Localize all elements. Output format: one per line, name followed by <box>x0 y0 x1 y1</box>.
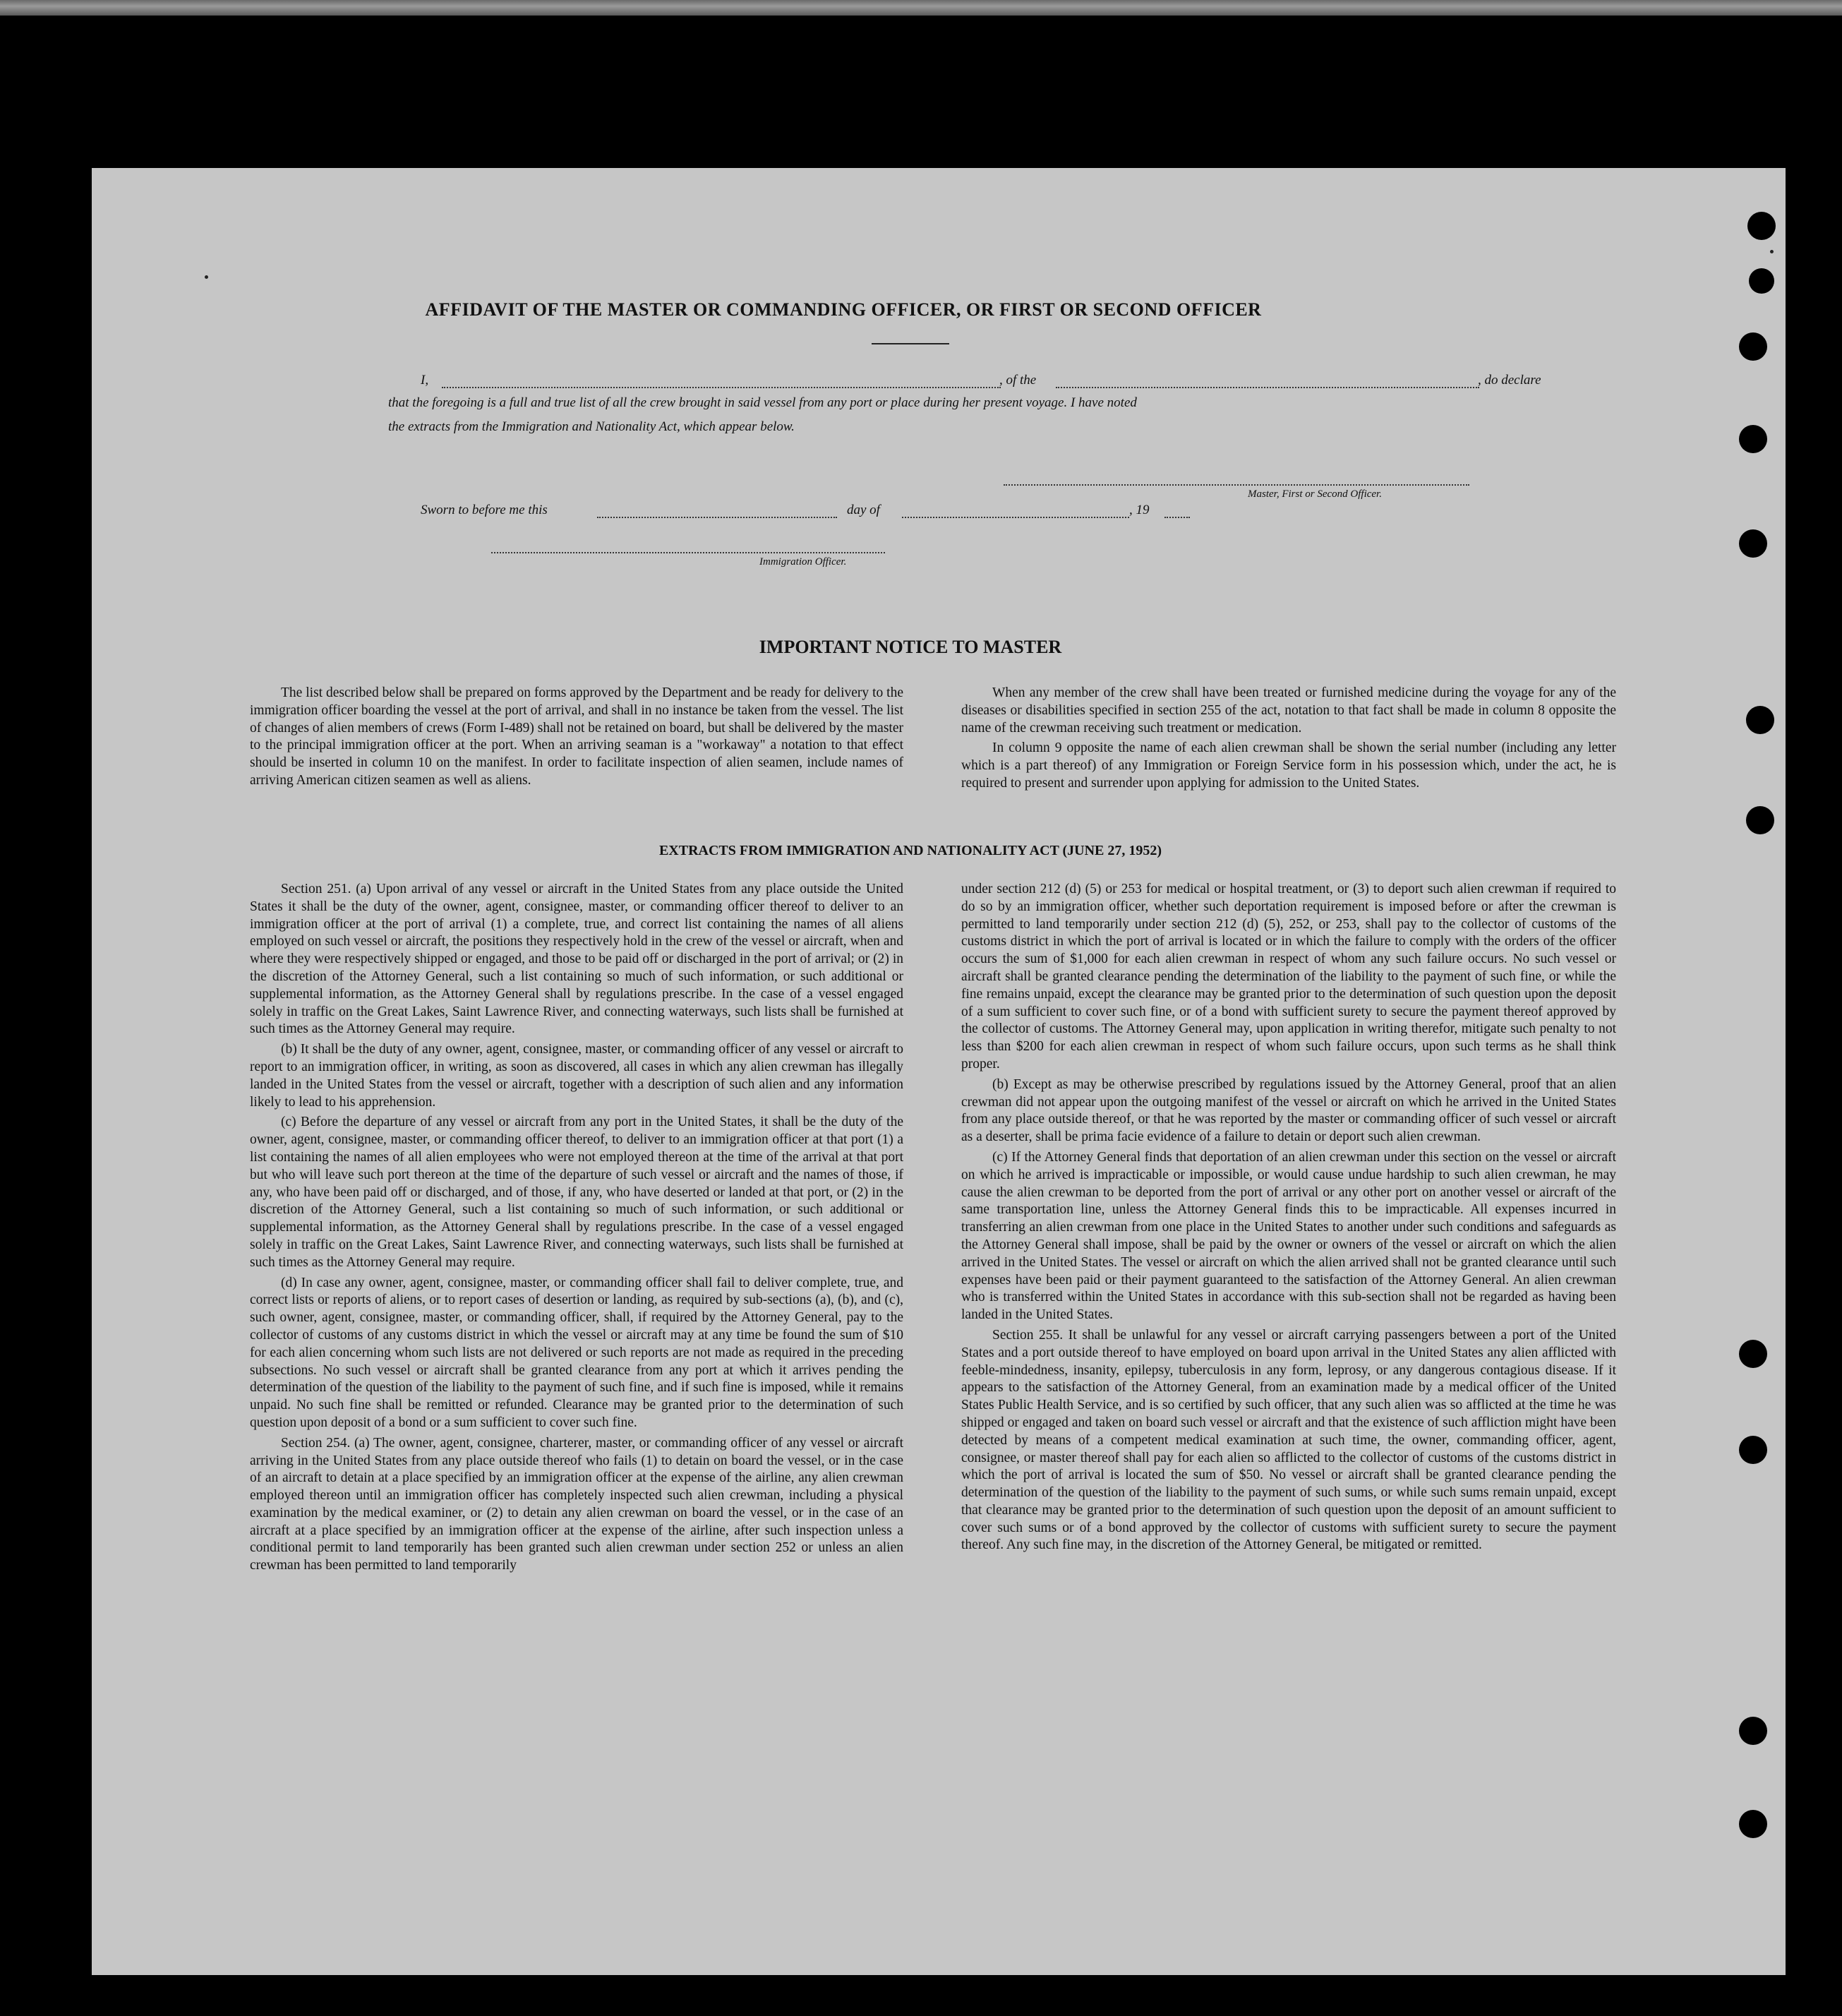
declarant-name-field[interactable] <box>442 387 1001 388</box>
affidavit-statement-line: the extracts from the Immigration and Nationality Act, which appear below. <box>388 419 795 434</box>
officer-signature-field[interactable] <box>491 552 885 553</box>
form-page <box>92 168 1786 1975</box>
scan-speck <box>1770 250 1774 253</box>
punch-hole <box>1739 425 1767 453</box>
scanner-right-edge <box>1829 16 1842 2016</box>
act-section-paragraph: (c) Before the departure of any vessel or aircraft from any port in the United States, it shall be the duty of the owner, agent, consignee, master, or commanding officer thereof, to deliver to an immigration officer at that port (1) a list containing the names of all alien employees who were not employed thereon at the time of the arrival at that port but who will leave such port thereon at the time of the departure of such vessel or aircraft and the names of those, if any, who have been paid off or discharged, and of those, if any, who have deserted or landed at that port, or (2) in the discretion of the Attorney General, such a list containing so much of such information, or such additional or supplemental information, as the Attorney General shall by regulations prescribe. In the case of a vessel engaged solely in traffic on the Great Lakes, Saint Lawrence River, and connecting waterways, such lists shall be furnished at such times as the Attorney General may require. <box>250 1115 903 1270</box>
act-section-paragraph: Section 255. It shall be unlawful for any vessel or aircraft carrying passengers between a port of the United States and a port outside thereof to have employed on board upon arrival in the United States any alien afflicted with feeble-mindedness, insanity, epilepsy, tuberculosis in any form, leprosy, or any dangerous contagious disease. If it appears to the satisfaction of the Attorney General, from an examination made by a medical officer of the United States Public Health Service, and is so certified by such officer, that any such alien was so afflicted at the time he was shipped or engaged and taken on board such vessel or aircraft and that the existence of such affliction might have been detected by means of a competent medical examination at such time, the owner, commanding officer, agent, consignee, or master thereof shall pay for each alien so afflicted to the collector of customs of the customs district in which the port of arrival is located the sum of $50. No vessel or aircraft shall be granted clearance pending the determination of the question of the liability to the payment of such sums, or while such sums remain unpaid, except that clearance may be granted prior to the determination of such question upon the deposit of an amount sufficient to cover such sums or of a bond approved by the collector of customs with sufficient surety to secure the payment thereof. Any such fine may, in the discretion of the Attorney General, be mitigated or remitted. <box>961 1327 1616 1553</box>
sworn-month-field[interactable] <box>902 517 1129 518</box>
master-signature-field[interactable] <box>1004 484 1469 486</box>
punch-hole <box>1739 1717 1767 1745</box>
notice-title: IMPORTANT NOTICE TO MASTER <box>759 637 1062 657</box>
extracts-title: EXTRACTS FROM IMMIGRATION AND NATIONALITY ACT (JUNE 27, 1952) <box>658 843 1162 858</box>
notice-left-column <box>250 685 903 790</box>
affidavit-statement-line: that the foregoing is a full and true list of all the crew brought in said vessel from any port or place during her present voyage. I have noted <box>388 395 1137 410</box>
sworn-day-field[interactable] <box>597 517 837 518</box>
act-section-paragraph: Section 251. (a) Upon arrival of any vessel or aircraft in the United States from any place outside the United States it shall be the duty of the owner, agent, consignee, master, or commanding officer thereof to deliver to an immigration officer at the port of arrival (1) a complete, true, and correct list containing the names of all aliens employed on such vessel or aircraft, the positions they respectively hold in the crew of the vessel or aircraft, when and where they were respectively shipped or engaged, and those to be paid off or discharged in the port of arrival; or (2) in the discretion of the Attorney General, such a list containing so much of such information, or such additional or supplemental information, as the Attorney General shall by regulations prescribe. In the case of a vessel engaged solely in traffic on the Great Lakes, Saint Lawrence River, and connecting waterways, such lists shall be furnished at such times as the Attorney General may require. <box>250 882 903 1037</box>
year-label: , 19 <box>1129 503 1150 517</box>
notice-paragraph: The list described below shall be prepared on forms approved by the Department and be ready for delivery to the immigration officer boarding the vessel at the port of arrival, and shall in no instance be taken from the vessel. The list of changes of alien members of crews (Form I-489) shall not be retained on board, but shall be delivered by the master to the principal immigration officer at the port. When an arriving seaman is a "workaway" a notation to that effect should be inserted in column 10 on the manifest. In order to facilitate inspection of alien seamen, include names of arriving American citizen seamen as well as aliens. <box>250 685 903 788</box>
punch-hole <box>1739 1340 1767 1368</box>
act-section-paragraph: under section 212 (d) (5) or 253 for medical or hospital treatment, or (3) to deport such alien crewman if required to do so by an immigration officer, whether such deportation requirement is imposed before or after the crewman is permitted to land temporarily under section 212 (d) (5), 252, or 253, shall pay to the collector of customs of the customs district in which the port of arrival is located or in which the failure to comply with the orders of the officer occurs the sum of $1,000 for each alien crewman in respect of whom any such failure occurs. No such vessel or aircraft shall be granted clearance pending the determination of the liability to the payment of such fine, or while the fine remains unpaid, except the clearance may be granted prior to the determination of such question upon the deposit of a sum sufficient to cover such fine, or of a bond with sufficient surety to secure the payment thereof approved by the collector of customs. The Attorney General may, upon application in writing therefor, mitigate such penalty to not less than $200 for each alien crewman in respect of whom such failure occurs, upon such terms as he shall think proper. <box>961 882 1616 1072</box>
act-section-paragraph: (b) Except as may be otherwise prescribed by regulations issued by the Attorney General, proof that an alien crewman did not appear upon the outgoing manifest of the vessel or aircraft on which he arrived in the United States from any place outside thereof, or that he was reported by the master or commanding officer of such vessel or aircraft as a deserter, shall be prima facie evidence of a failure to detain or deport such alien crewman. <box>961 1076 1616 1145</box>
declare-label: , do declare <box>1478 373 1541 388</box>
officer-signature-caption: Immigration Officer. <box>759 556 847 568</box>
act-section-paragraph: (b) It shall be the duty of any owner, agent, consignee, master, or commanding officer of any vessel or aircraft to report to an immigration officer, in writing, as soon as discovered, all cases in which any alien crewman has illegally landed in the United States from the vessel or aircraft, together with a description of such alien and any information likely to lead to his apprehension. <box>250 1042 903 1110</box>
sworn-label: Sworn to before me this <box>421 503 548 517</box>
punch-hole <box>1749 268 1774 294</box>
act-section-paragraph: (c) If the Attorney General finds that deportation of an alien crewman under this section on the vessel or aircraft on which he arrived is impracticable or impossible, or would cause undue hardship to such alien crewman, he may cause the alien crewman to be deported from the port of arrival or any other port on another vessel or aircraft of the same transportation line, unless the Attorney General finds this to be impracticable. All expenses incurred in transferring an alien crewman from one place in the United States to another under such conditions and safeguards as the Attorney General shall impose, shall be paid by the owner or owners of the vessel or aircraft on which the alien arrived in the United States. The vessel or aircraft on which the alien arrived shall not be granted clearance until such expenses have been paid or their payment guaranteed to the satisfaction of the Attorney General. An alien crewman who is transferred within the United States in accordance with this sub-section shall not be regarded as having been landed in the United States. <box>961 1149 1616 1323</box>
punch-hole <box>1746 706 1774 734</box>
punch-hole <box>1739 332 1767 361</box>
notice-right-column <box>961 685 1616 793</box>
punch-hole <box>1739 1810 1767 1838</box>
punch-hole <box>1746 806 1774 834</box>
extracts-right-column <box>961 881 1616 1554</box>
master-signature-caption: Master, First or Second Officer. <box>1248 488 1382 500</box>
scanner-top-strip <box>0 0 1842 16</box>
scan-speck <box>205 275 208 279</box>
act-section-paragraph: (d) In case any owner, agent, consignee, master, or commanding officer shall fail to deliver complete, true, and correct lists or reports of aliens, or to report cases of desertion or landing, as required by sub-sections (a), (b), and (c), such owner, agent, consignee, master, or commanding officer, shall, if required by the Attorney General, pay to the collector of customs of any customs district in which the vessel or aircraft may at any time be found the sum of $10 for each alien concerning whom such lists are not delivered or such reports are not made as required in the preceding subsections. No such vessel or aircraft shall be granted clearance from any port at which it arrives pending the determination of the question of the liability to the payment of such fine, and if such fine is imposed, while it remains unpaid. No such fine shall be remitted or refunded. Clearance may be granted prior to the determination of such question upon deposit of a bond or a sum sufficient to cover such fine. <box>250 1275 903 1430</box>
notice-paragraph: When any member of the crew shall have been treated or furnished medicine during the voyage for any of the diseases or disabilities specified in section 255 of the act, notation to that fact shall be made in column 8 opposite the name of the crewman receiving such treatment or medication. <box>961 685 1616 736</box>
punch-hole <box>1747 212 1776 240</box>
vessel-name-field[interactable] <box>1056 387 1479 388</box>
of-the-label: , of the <box>999 373 1037 388</box>
punch-hole <box>1739 529 1767 558</box>
punch-hole <box>1739 1436 1767 1464</box>
notice-paragraph: In column 9 opposite the name of each alien crewman shall be shown the serial number (including any letter which is a part thereof) of any Immigration or Foreign Service form in his possession which, under the act, he is required to present and surrender upon applying for admission to the United States. <box>961 740 1616 791</box>
declarant-prefix: I, <box>421 373 429 388</box>
extracts-left-column <box>250 881 903 1575</box>
act-section-paragraph: Section 254. (a) The owner, agent, consignee, charterer, master, or commanding officer of any vessel or aircraft arriving in the United States from any place outside thereof who fails (1) to detain on board the vessel, or in the case of an aircraft to detain at a place specified by an immigration officer at the expense of the airline, any alien crewman employed thereon until an immigration officer has completely inspected such alien crewman, including a physical examination by the medical examiner, or (2) to detain any alien crewman on board the vessel, or in the case of an aircraft at a place specified by an immigration officer at the expense of the airline, after such inspection unless a conditional permit to land temporarily has been granted such alien crewman under section 252 or unless an alien crewman has been permitted to land temporarily <box>250 1435 903 1573</box>
affidavit-title: AFFIDAVIT OF THE MASTER OR COMMANDING OFFICER, OR FIRST OR SECOND OFFICER <box>425 299 1262 320</box>
day-of-label: day of <box>847 503 880 517</box>
sworn-year-field[interactable] <box>1164 517 1190 518</box>
title-rule <box>872 343 949 344</box>
